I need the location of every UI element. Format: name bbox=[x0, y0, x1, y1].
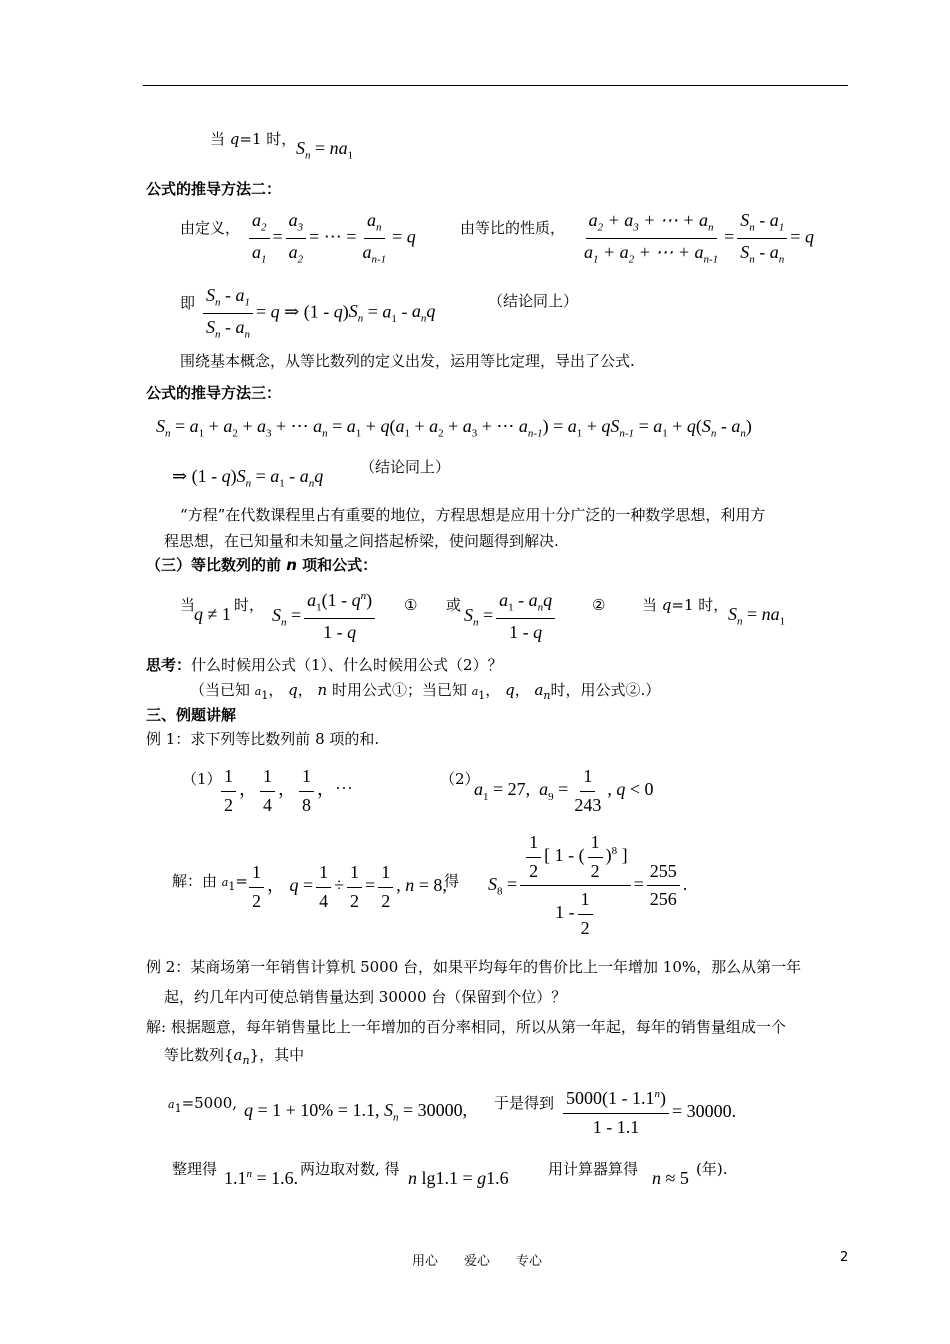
solution2-equation: $\frac{5000(1 - 1.1^n)}{1 - 1.1}$ = 30000. bbox=[560, 1088, 736, 1138]
think-label: 思考： bbox=[146, 656, 192, 674]
when-label: 当 bbox=[180, 596, 196, 614]
ex1-part1-sequence: $\frac{1}{2}$ ， $\frac{1}{4}$ ， $\frac{1}{8}$ ，⋯ bbox=[218, 766, 353, 816]
same-conclusion-2: （结论同上） bbox=[360, 458, 451, 476]
think-answer: （当已知 $a_1$， q， n 时用公式①；当已知 $a_1$， q， $a_n$时，用公式②.） bbox=[190, 681, 661, 702]
method3-heading: 公式的推导方法三： bbox=[146, 384, 282, 402]
ex1-part2-conditions: $a_1 = 27$, $a_9$ = $\frac{1}{243}$ , q < 0 bbox=[474, 766, 654, 815]
think-question: 什么时候用公式（1）、什么时候用公式（2）？ bbox=[191, 656, 503, 674]
paragraph-2-line2: 程思想，在已知量和未知量之间搭起桥梁，使问题得到解决. bbox=[164, 532, 559, 550]
ji-formula: $\frac{S_n - a_1}{S_n - a_n}$ = q ⇒ $(1 - q)S_n = a_1 - a_nq$ bbox=[200, 285, 435, 342]
solution1-values: $\frac{1}{2}$ ， q = $\frac{1}{4}$ ÷ $\frac{1}{2}$ = $\frac{1}{2}$ , n = 8, bbox=[246, 862, 447, 912]
cond-q-ne-1: q ≠ 1 bbox=[194, 604, 231, 624]
formula-sn-na1: $S_n = na_1$ bbox=[296, 138, 354, 162]
definition-label: 由定义， bbox=[180, 219, 241, 237]
examples-heading: 三、例题讲解 bbox=[146, 706, 237, 724]
solution2-line2: 等比数列$\{a_n\}$，其中 bbox=[164, 1046, 305, 1067]
property-label: 由等比的性质， bbox=[460, 219, 566, 237]
formula-3: $S_n = na_1$ bbox=[728, 604, 786, 628]
section3-heading: （三）等比数列的前 n 项和公式： bbox=[146, 556, 378, 574]
ex1-part1-label: （1） bbox=[182, 770, 222, 788]
solution1-label: 解：由 $a_1=$ bbox=[172, 872, 248, 893]
header-rule bbox=[143, 85, 848, 86]
solution2-line1: 解: 根据题意，每年销售量比上一年增加的百分率相同，所以从第一年起，每年的销售量组成一个 bbox=[146, 1018, 786, 1036]
example2-line1: 例 2：某商场第一年销售计算机 5000 台，如果平均每年的售价比上一年增加 10%，那么从第一年 bbox=[146, 958, 802, 976]
q1-label-2: 当 q=1 时， bbox=[642, 596, 729, 614]
example1-title: 例 1：求下列等比数列前 8 项的和. bbox=[146, 730, 380, 748]
solution2-calc-eq: n ≈ 5 bbox=[652, 1168, 689, 1188]
solution2-values: q = 1 + 10% = 1.1, $S_n = 30000$, bbox=[244, 1100, 468, 1124]
solution1-de: 得 bbox=[444, 872, 460, 890]
solution2-then: 于是得到 bbox=[494, 1094, 555, 1112]
definition-formula: $\frac{a_2}{a_1}$ = $\frac{a_3}{a_2}$ = ⋯ = $\frac{a_n}{a_{n-1}}$ = q bbox=[246, 210, 416, 267]
or-label: 或 bbox=[446, 596, 462, 614]
method2-heading: 公式的推导方法二： bbox=[146, 180, 282, 198]
solution2-a1: $a_1=5000$, bbox=[168, 1094, 238, 1115]
think-line bbox=[146, 656, 503, 674]
formula-2-mark: ② bbox=[592, 596, 606, 614]
solution2-year: (年). bbox=[696, 1160, 728, 1178]
same-conclusion-1: （结论同上） bbox=[488, 292, 579, 310]
solution1-s8-formula: $S_8$ = $\frac{1}{2}$ [ 1 - ( $\frac{1}{2}$ )$^8$ ] 1 - $\frac{1}{2}$ = $\frac{255}{256}$ . bbox=[488, 832, 688, 938]
formula-1-mark: ① bbox=[404, 596, 418, 614]
shi-label: 时， bbox=[234, 596, 265, 614]
solution2-zl-label: 整理得 bbox=[172, 1160, 218, 1178]
solution2-calc-text: 用计算器算得 bbox=[548, 1160, 639, 1178]
solution2-log-eq: n lg1.1 = g1.6 bbox=[408, 1168, 509, 1188]
ji-label: 即 bbox=[180, 294, 196, 312]
paragraph-2-line1: “方程”在代数课程里占有重要的地位，方程思想是应用十分广泛的一种数学思想，利用方 bbox=[180, 506, 766, 524]
paragraph-1: 围绕基本概念，从等比数列的定义出发，运用等比定理，导出了公式. bbox=[180, 352, 635, 370]
formula-1: $S_n$ = $\frac{a_1(1 - q^n)}{1 - q}$ bbox=[272, 590, 378, 643]
solution2-log-text: 两边取对数, 得 bbox=[300, 1160, 400, 1178]
method3-formula: $S_n = a_1 + a_2 + a_3$ + ⋯ $a_n = a_1 + q(a_1 + a_2 + a_3$ + ⋯ $a_{n-1}) = a_1 + qS_{n-1} = a_1 + q(S_n - a_n)$ bbox=[156, 416, 752, 440]
solution2-zl-eq: $1.1^n = 1.6$. bbox=[224, 1168, 299, 1188]
formula-2: $S_n$ = $\frac{a_1 - a_nq}{1 - q}$ bbox=[464, 590, 558, 643]
property-formula: $\frac{a_2 + a_3 + \cdots + a_n}{a_1 + a_2 + \cdots + a_{n-1}}$ = $\frac{S_n - a_1}{S_n - a_n}$ = q bbox=[584, 210, 814, 266]
ex1-part2-label: （2） bbox=[440, 770, 480, 788]
page-number: 2 bbox=[840, 1250, 849, 1265]
q-equals-1-label: 当 q=1 时， bbox=[210, 130, 297, 148]
example2-line2: 起，约几年内可使总销售量达到 30000 台（保留到个位）？ bbox=[164, 988, 567, 1006]
method3-result: ⇒ $(1 - q)S_n = a_1 - a_nq$ bbox=[172, 466, 324, 490]
footer-slogan: 用心 爱心 专心 bbox=[412, 1254, 543, 1269]
